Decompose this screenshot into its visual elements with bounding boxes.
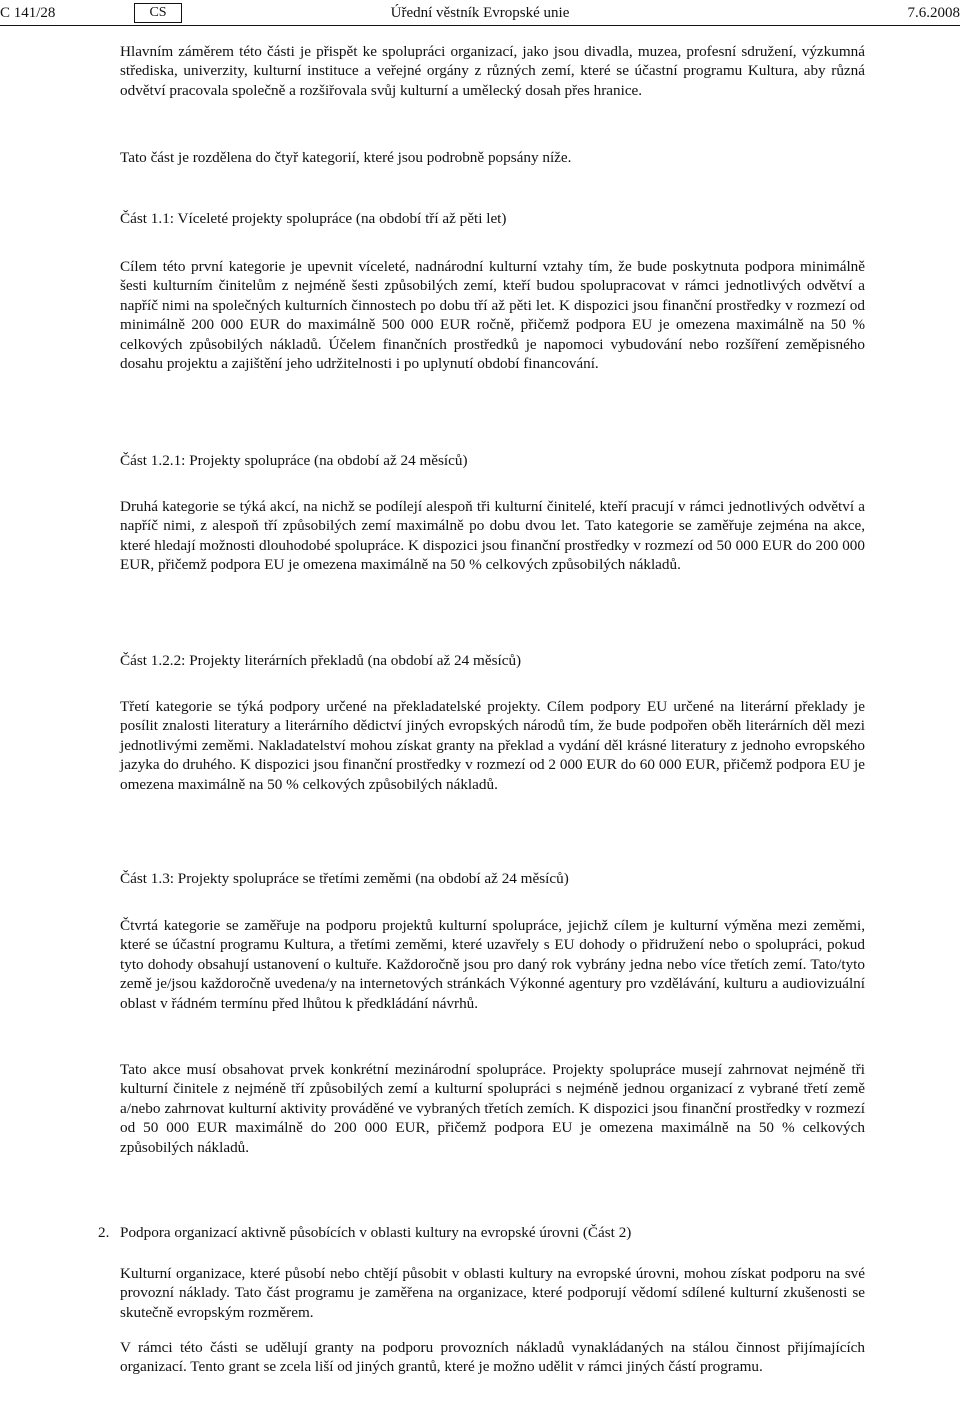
section-paragraph-1-2-2: Třetí kategorie se týká podpory určené na překladatelské projekty. Cílem podpory EU určené na literární překlady je posílit znalosti literatury a literárního dědictví jiných evropských národů tím, že bude podpořen oběh literárních děl mezi jednotlivými zeměmi. Nakladatelství mohou získat granty na překlad a vydání děl krásné literatury z jednoho evropského jazyka do druhého. K dispozici jsou finanční prostředky v rozmezí od 2 000 EUR do 60 000 EUR, přičemž podpora EU je omezena maximálně na 50 % celkových způsobilých nákladů.: [120, 698, 865, 793]
section-heading-1-2-2: Část 1.2.2: Projekty literárních překladů (na období až 24 měsíců): [120, 652, 522, 669]
section-paragraph-1-2-1: Druhá kategorie se týká akcí, na nichž se podílejí alespoň tři kulturní činitelé, kteří pracují v rámci jednotlivých odvětví a napříč nimi, z alespoň tří způsobilých zemí maximálně po dobu dvou let. Tato kategorie se zaměřuje zejména na akce, které hledají možnosti dlouhodobé spolupráce. K dispozici jsou finanční prostředky v rozmezí od 50 000 EUR do 200 000 EUR, přičemž podpora EU je omezena maximálně na 50 % celkových způsobilých nákladů.: [120, 498, 865, 574]
item-number: 2.: [98, 1224, 110, 1241]
intro-paragraph: Hlavním záměrem této části je přispět ke spolupráci organizací, jako jsou divadla, muzea, profesní sdružení, výzkumná střediska, univerzity, kulturní instituce a veřejné orgány z různých zemí, které se účastní programu Kultura, aby různá odvětví pracovala společně a rozšiřovala svůj kulturní a umělecký dosah přes hranice.: [120, 43, 865, 99]
item2-paragraph-a: Kulturní organizace, které působí nebo chtějí působit v oblasti kultury na evropské úrovni, mohou získat podporu na své provozní náklady. Tato část programu je zaměřena na organizace, které podporují vědomí sdílené kulturní zkušenosti se skutečně evropským rozměrem.: [120, 1265, 865, 1321]
numbered-heading-2: [98, 1223, 865, 1242]
section-heading-1-1: Část 1.1: Víceleté projekty spolupráce (na období tří až pěti let): [120, 210, 507, 227]
header-page-number: C 141/28: [0, 5, 56, 21]
section-paragraph-1-3-a: Čtvrtá kategorie se zaměřuje na podporu projektů kulturní spolupráce, jejichž cílem je kulturní výměna mezi zeměmi, které se účastní programu Kultura, a třetími zeměmi, které uzavřely s EU dohody o přidružení nebo o spolupráci, pokud tyto dohody obsahují ustanovení o kultuře. Každoročně jsou pro daný rok vybrány jedna nebo více třetích zemí. Tato/tyto země je/jsou každoročně uvedena/y na internetových stránkách Výkonné agentury pro vzdělávání, kulturu a audiovizuální oblast v řádném termínu před lhůtou k předkládání návrhů.: [120, 917, 865, 1012]
header-journal-title: Úřední věstník Evropské unie: [390, 5, 570, 21]
header-language-box: CS: [134, 3, 182, 23]
section-heading-1-2-1: Část 1.2.1: Projekty spolupráce (na období až 24 měsíců): [120, 452, 468, 469]
header-rule: [0, 25, 960, 26]
intro-sentence: Tato část je rozdělena do čtyř kategorií, které jsou podrobně popsány níže.: [120, 149, 572, 166]
section-paragraph-1-1: Cílem této první kategorie je upevnit víceleté, nadnárodní kulturní vztahy tím, že bude poskytnuta podpora minimálně šesti kulturním činitelům z nejméně šesti způsobilých zemí, kteří budou spolupracovat v rámci jednotlivých odvětví a napříč nimi na společných kulturních činnostech po dobu tří až pěti let. K dispozici jsou finanční prostředky v rozmezí od minimálně 200 000 EUR do maximálně 500 000 EUR ročně, přičemž podpora EU je omezena maximálně na 50 % celkových způsobilých nákladů. Účelem finančních prostředků je napomoci vybudování nebo rozšíření zeměpisného dosahu projektu a zajištění jeho udržitelnosti i po uplynutí období financování.: [120, 258, 865, 373]
header-date: 7.6.2008: [907, 5, 960, 21]
item-heading-text: Podpora organizací aktivně působících v oblasti kultury na evropské úrovni (Část 2): [120, 1224, 632, 1241]
item2-paragraph-b: V rámci této části se udělují granty na podporu provozních nákladů vynakládaných na stálou činnost přijímajících organizací. Tento grant se zcela liší od jiných grantů, které je možno udělit v rámci jiných částí programu.: [120, 1339, 865, 1376]
section-heading-1-3: Část 1.3: Projekty spolupráce se třetími zeměmi (na období až 24 měsíců): [120, 870, 569, 887]
section-paragraph-1-3-b: Tato akce musí obsahovat prvek konkrétní mezinárodní spolupráce. Projekty spolupráce musejí zahrnovat nejméně tři kulturní činitele z nejméně tří způsobilých zemí a kulturní spolupráci s nejméně jednou organizací z vybrané třetí země a/nebo zahrnovat kulturní aktivity prováděné ve vybraných třetích zemích. K dispozici jsou finanční prostředky v rozmezí od 50 000 EUR maximálně do 200 000 EUR, přičemž podpora EU je omezena maximálně na 50 % celkových způsobilých nákladů.: [120, 1061, 865, 1156]
page-header: [0, 3, 960, 25]
